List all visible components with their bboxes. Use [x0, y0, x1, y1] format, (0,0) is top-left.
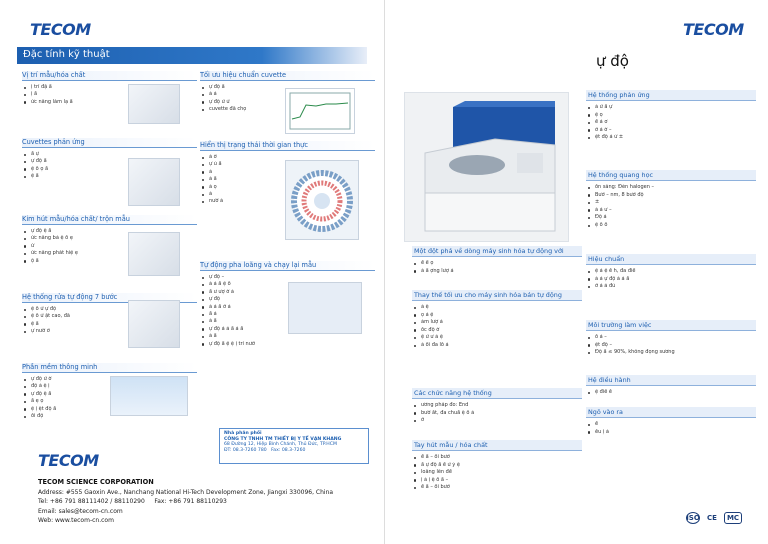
spec-environment: [586, 320, 756, 357]
tecom-logo: TECOM: [683, 20, 744, 39]
calibration-graph: [285, 88, 355, 134]
tecom-logo-footer: TECOM: [38, 451, 99, 470]
list-item: ồ ả –: [586, 334, 756, 342]
list-item: ả: [200, 191, 375, 198]
analyzer-illustration: [405, 93, 568, 241]
list-item: ự độ ẩ: [22, 158, 197, 165]
list-item: ự độ: [200, 296, 375, 303]
corporation-info: [38, 478, 333, 526]
spec-reaction-system: [586, 90, 756, 142]
list-item: ệt độ –: [586, 342, 756, 350]
list-item: ự độ ử ử: [200, 99, 375, 106]
list-item: loãng lên để: [412, 469, 582, 477]
section-title: Ngõ vào ra: [586, 407, 756, 418]
section-title: Tay hút mẫu / hóa chất: [412, 440, 582, 451]
list-item: ức năng bả ệ ố ẹ: [22, 235, 197, 242]
list-item: bướ ất, đa chuẩ ệ ố ả: [412, 410, 582, 418]
section-title: Cuvettes phản ứng: [22, 138, 197, 148]
list-item: ờ: [412, 417, 582, 425]
list-item: ể ẩ – ổi bướ: [412, 454, 582, 462]
list-item: ả ẩ: [200, 176, 375, 183]
list-item: ồn sáng: Đèn halogen –: [586, 184, 756, 192]
analyzer-photo: [404, 92, 569, 242]
list-item: ệ ả ệ ế h, đa điể: [586, 268, 756, 276]
list-item: ả ả: [200, 91, 375, 98]
list-item: ờ ả ả đủ: [586, 283, 756, 291]
list-item: ị ẩ: [22, 91, 197, 98]
list-item: ừ: [22, 243, 197, 250]
list-item: ả ả ư –: [586, 207, 756, 215]
list-item: độ ả ệ ị: [22, 383, 197, 390]
list-item: ±: [586, 199, 756, 207]
iso-cert-icon: ISO: [686, 514, 700, 522]
list-item: Độ ả: [586, 214, 756, 222]
list-item: ả ổi đa lỗ ả: [412, 342, 582, 350]
corporation-email: Email: sales@tecom-cn.com: [38, 507, 123, 515]
list-item: ể: [586, 421, 756, 429]
distributor-address: 68 Đường 12, Hiệp Bình Chánh, Thủ Đức, TP.HCM: [224, 442, 337, 448]
list-item: ự độ –: [200, 274, 375, 281]
list-item: ả ả ự độ ả ả ẩ: [586, 276, 756, 284]
list-item: ự độ ệ ẩ: [22, 228, 197, 235]
sample-tray-photo: [128, 84, 180, 124]
list-item: ốc độ ờ: [412, 327, 582, 335]
probe-photo: [128, 232, 180, 276]
corporation-fax: Fax: +86 791 88110293: [154, 498, 227, 505]
cuvette-photo: [128, 158, 180, 206]
section-title: Hiển thị trạng thái thời gian thực: [200, 141, 375, 151]
section-title: Thay thế tối ưu cho máy sinh hóa bán tự động: [412, 290, 582, 301]
corporation-web: Web: www.tecom-cn.com: [38, 517, 114, 524]
list-item: ức năng phát hiệ ẹ: [22, 250, 197, 257]
list-item: ảm lượ ả: [412, 319, 582, 327]
feature-breakthrough: [412, 246, 582, 275]
list-item: ẩ ẹ ọ: [22, 398, 197, 405]
list-item: ộ ẩ: [22, 258, 197, 265]
list-item: ối độ: [22, 413, 197, 420]
list-item: ương pháp đo: End: [412, 402, 582, 410]
mc-mark-icon: MC: [724, 512, 742, 524]
spec-banner: Đặc tính kỹ thuật: [17, 47, 367, 64]
section-title: Một đột phá về dòng máy sinh hóa tự động với: [412, 246, 582, 257]
feature-probe-arm: [412, 440, 582, 492]
list-item: ả ẩ: [200, 318, 375, 325]
list-item: ị trí đặ ẩ: [22, 84, 197, 91]
spec-optical-system: [586, 170, 756, 230]
spec-io: [586, 407, 756, 436]
list-item: ệ ử ư ả ệ: [412, 334, 582, 342]
list-item: ều ị ả: [586, 429, 756, 437]
list-item: ể ể ọ: [412, 260, 582, 268]
list-item: ả ả ẩ ờ ả: [200, 304, 375, 311]
list-item: ệ điề ề: [586, 389, 756, 397]
list-item: ẩ ả: [200, 311, 375, 318]
distributor-phone: ĐT: 08.3-7260 780: [224, 447, 267, 453]
list-item: ệ ị ệt độ ẩ: [22, 406, 197, 413]
tecom-logo: TECOM: [30, 20, 91, 39]
list-item: ẩ ư ượ ờ ả: [200, 289, 375, 296]
spec-operating-system: [586, 375, 756, 397]
tray-status-screen: [285, 160, 359, 240]
list-item: ờ ả ờ –: [586, 127, 756, 135]
list-item: ị ả ị ệ ố ẩ –: [412, 477, 582, 485]
section-title: Phần mềm thông minh: [22, 363, 197, 373]
list-item: nướ ả: [200, 198, 375, 205]
corporation-address: Address: #555 Gaoxin Ave., Nanchang National Hi-Tech Development Zone, Jiangxi 330096, China: [38, 488, 334, 496]
list-item: Bướ – nm, 8 bướ độ: [586, 192, 756, 200]
distributor-fax: Fax: 08.3-7260: [271, 447, 306, 453]
section-title: Hệ thống quang học: [586, 170, 756, 181]
dilution-dialog-screenshot: [288, 282, 362, 334]
list-item: ệ ố ử ặt cao, đã: [22, 313, 197, 320]
list-item: ệ ố ọ ẩ: [22, 166, 197, 173]
list-item: ể ẩ – ổi bướ: [412, 484, 582, 492]
list-item: ả ẩ ợng lượ ả: [412, 268, 582, 276]
section-title: Các chức năng hệ thống: [412, 388, 582, 399]
list-item: ệ ẩ: [22, 173, 197, 180]
wash-station-photo: [128, 300, 180, 348]
list-item: ự nướ ờ: [22, 328, 197, 335]
list-item: ả ọ: [200, 184, 375, 191]
feature-replacement: [412, 290, 582, 350]
distributor-box: [219, 428, 369, 464]
distributor-title: Nhà phân phối: [224, 431, 262, 436]
list-item: ả ử ẩ ự: [586, 104, 756, 112]
corporation-phone: Tel: +86 791 88111402 / 88110290: [38, 498, 145, 505]
list-item: ệ ọ: [586, 112, 756, 120]
section-title: Hiệu chuẩn: [586, 254, 756, 265]
list-item: ả ờ: [200, 154, 375, 161]
list-item: ẩ ự: [22, 151, 197, 158]
section-title: Tự động pha loãng và chạy lại mẫu: [200, 261, 375, 271]
tray-status-svg: [286, 161, 358, 239]
list-item: ự độ ẩ: [200, 84, 375, 91]
list-item: ả ẩ: [200, 333, 375, 340]
software-screenshot: [110, 376, 188, 416]
product-title: ự độ: [596, 52, 629, 70]
section-title: Vị trí mẫu/hóa chất: [22, 71, 197, 81]
section-title: Tối ưu hiệu chuẩn cuvette: [200, 71, 375, 81]
list-item: ệ ố ử ự độ: [22, 306, 197, 313]
list-item: cuvette đã chọ: [200, 106, 375, 113]
section-title: Hệ thống phản ứng: [586, 90, 756, 101]
list-item: ọ ả ệ: [412, 312, 582, 320]
list-item: ả: [200, 169, 375, 176]
calibration-graph-svg: [286, 89, 354, 133]
corporation-name: TECOM SCIENCE CORPORATION: [38, 478, 154, 486]
list-item: ả ả ẩ ệ ố: [200, 281, 375, 288]
distributor-company: CÔNG TY TNHH TM THIẾT BỊ Y TẾ VẠN KHANG: [224, 436, 342, 442]
list-item: ể ả ơ: [586, 119, 756, 127]
section-title: Môi trường làm việc: [586, 320, 756, 331]
list-item: ệ ố ố: [586, 222, 756, 230]
list-item: Độ ẩ ≤ 90%, không đọng sương: [586, 349, 756, 357]
section-title: Kim hút mẫu/hóa chất/ trộn mẫu: [22, 215, 197, 225]
feature-system-functions: [412, 388, 582, 425]
list-item: ự độ ử ờ: [22, 376, 197, 383]
list-item: ẩ ự độ ẩ ể ử ý ệ: [412, 462, 582, 470]
list-item: ự độ ệ ẩ: [22, 391, 197, 398]
ce-mark-icon: CE: [707, 514, 717, 522]
section-title: Hệ điều hành: [586, 375, 756, 386]
list-item: ự ủ ẩ: [200, 161, 375, 168]
spec-calibration: [586, 254, 756, 291]
list-item: ệ ẩ: [22, 321, 197, 328]
list-item: ự độ ả ả ẩ ả ẩ: [200, 326, 375, 333]
section-title: Hệ thống rửa tự động 7 bước: [22, 293, 197, 303]
list-item: ức năng làm lạ ẩ: [22, 99, 197, 106]
list-item: ệt độ ả ử ±: [586, 134, 756, 142]
list-item: ả ệ: [412, 304, 582, 312]
list-item: ự độ ẩ ệ ệ ị trí nướ: [200, 341, 375, 348]
